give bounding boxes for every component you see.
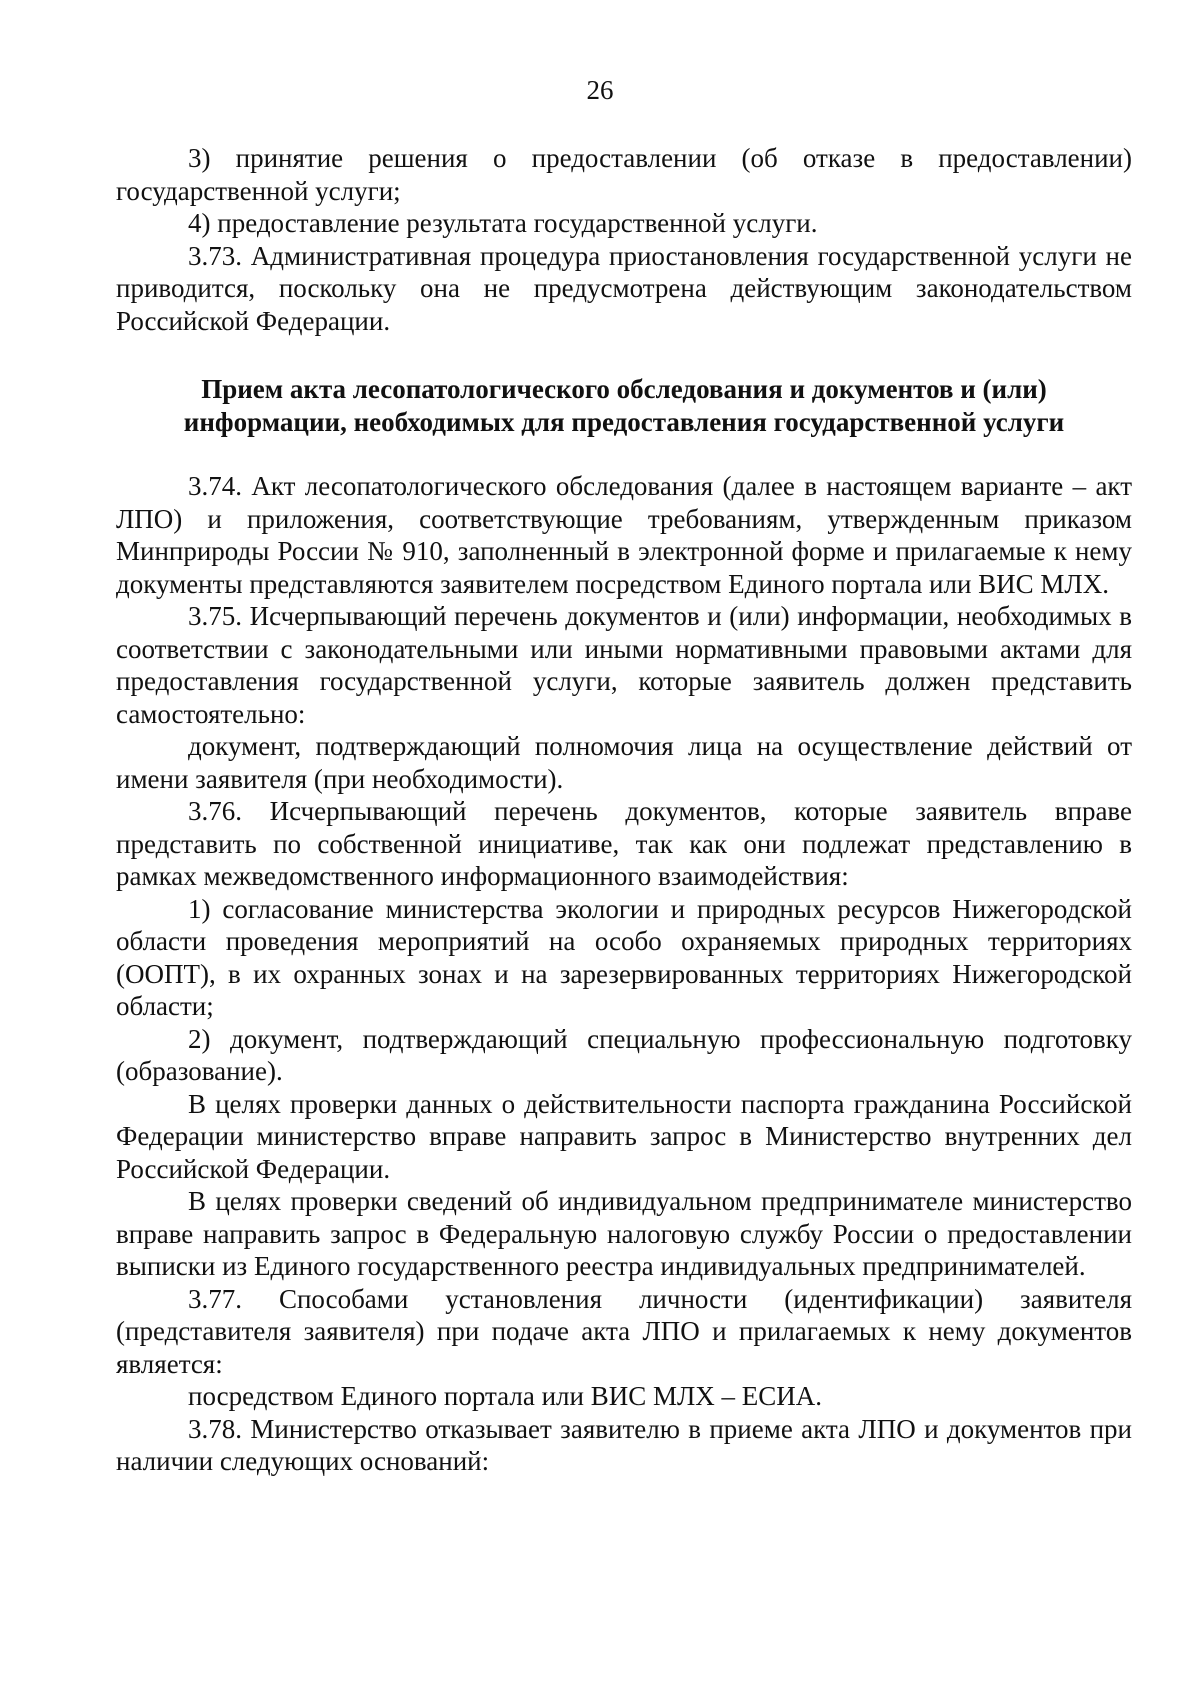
- paragraph-entrepreneur-check: В целях проверки сведений об индивидуальном предпринимателе министерство вправе направить запрос в Федеральную налоговую службу России о предоставлении выписки из Единого государственного реестра индивидуальных предпринимателей.: [116, 1186, 1132, 1281]
- paragraph-3-76: 3.76. Исчерпывающий перечень документов, которые заявитель вправе представить по собственной инициативе, так как они подлежат представлению в рамках межведомственного информационного взаимодействия:: [116, 796, 1132, 891]
- section-heading: Прием акта лесопатологического обследования и документов и (или) информации, необходимых для предоставления государственной услуги: [183, 374, 1065, 437]
- paragraph-item-3: 3) принятие решения о предоставлении (об отказе в предоставлении) государственной услуги;: [116, 143, 1132, 206]
- paragraph-3-74: 3.74. Акт лесопатологического обследования (далее в настоящем варианте – акт ЛПО) и приложения, соответствующие требованиям, утвержденным приказом Минприроды России № 910, заполненный в электронной форме и прилагаемые к нему документы представляются заявителем посредством Единого портала или ВИС МЛХ.: [116, 471, 1132, 599]
- paragraph-3-73: 3.73. Административная процедура приостановления государственной услуги не приводится, поскольку она не предусмотрена действующим законодательством Российской Федерации.: [116, 240, 1132, 336]
- page-number: 26: [586, 75, 614, 105]
- paragraph-identification-method: посредством Единого портала или ВИС МЛХ – ЕСИА.: [188, 1381, 823, 1411]
- paragraph-passport-check: В целях проверки данных о действительности паспорта гражданина Российской Федерации министерство вправе направить запрос в Министерство внутренних дел Российской Федерации.: [116, 1088, 1132, 1184]
- paragraph-3-76-item-2: 2) документ, подтверждающий специальную профессиональную подготовку (образование).: [116, 1023, 1132, 1086]
- paragraph-3-75: 3.75. Исчерпывающий перечень документов и (или) информации, необходимых в соответствии с законодательными или иными нормативными правовыми актами для предоставления государственной услуги, которые заявитель должен представить самостоятельно:: [116, 601, 1132, 729]
- document-body: [116, 142, 1132, 1478]
- paragraph-3-77: 3.77. Способами установления личности (идентификации) заявителя (представителя заявителя) при подаче акта ЛПО и прилагаемых к нему документов является:: [116, 1283, 1132, 1379]
- paragraph-3-78: 3.78. Министерство отказывает заявителю в приеме акта ЛПО и документов при наличии следующих оснований:: [116, 1413, 1132, 1476]
- paragraph-item-4: 4) предоставление результата государственной услуги.: [188, 208, 818, 238]
- paragraph-authority-document: документ, подтверждающий полномочия лица на осуществление действий от имени заявителя (при необходимости).: [116, 731, 1132, 794]
- paragraph-3-76-item-1: 1) согласование министерства экологии и природных ресурсов Нижегородской области проведения мероприятий на особо охраняемых природных территориях (ООПТ), в их охранных зонах и на зарезервированных территориях Нижегородской области;: [116, 893, 1132, 1021]
